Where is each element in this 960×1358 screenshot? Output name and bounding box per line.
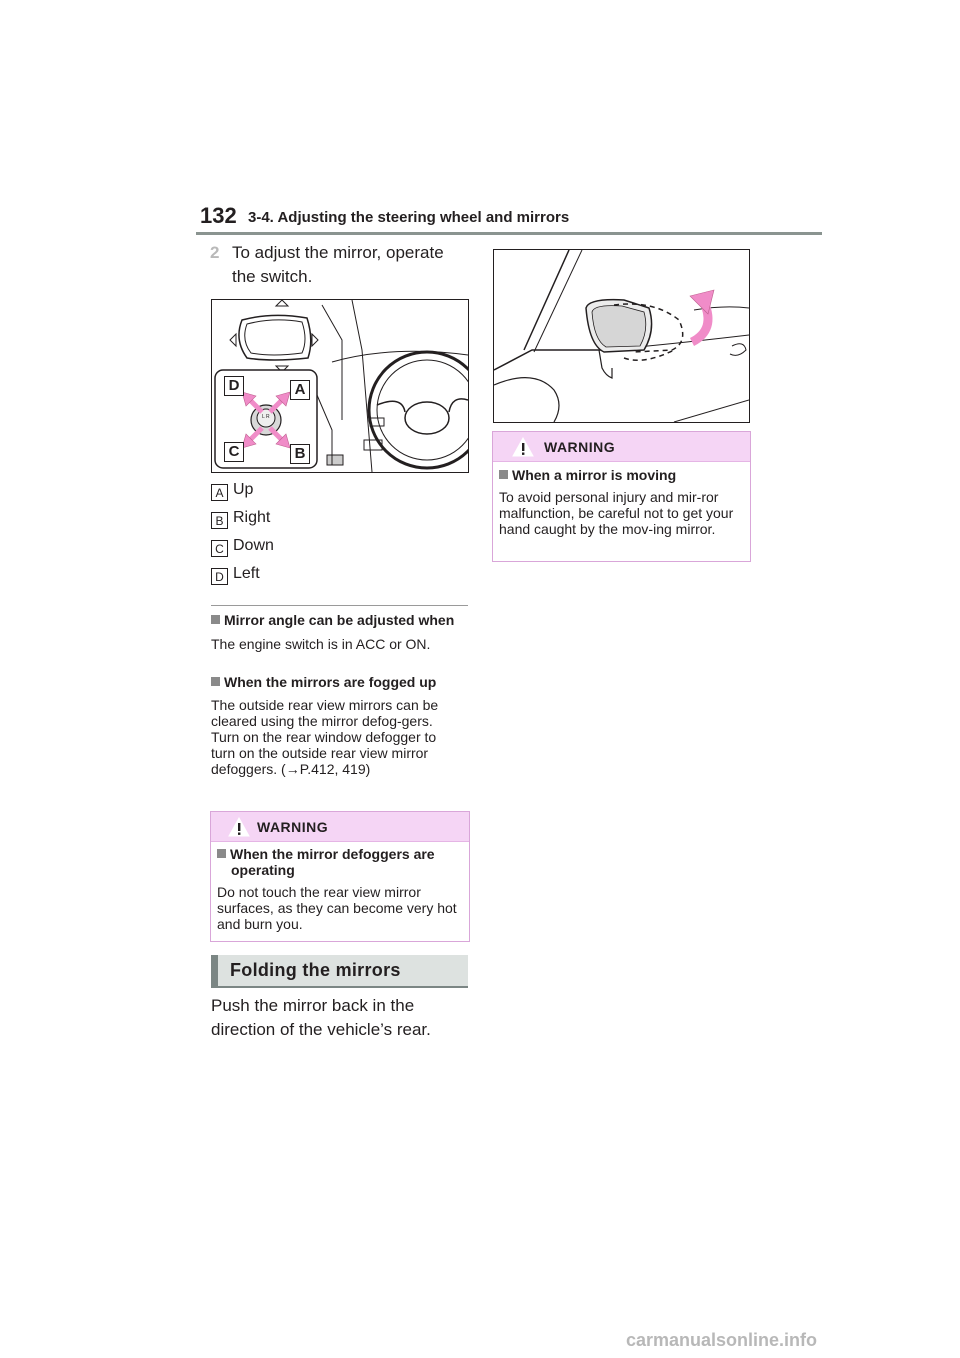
warning-header [493,432,750,462]
legend-key: D [211,568,228,585]
note-heading: When the mirrors are fogged up [211,674,468,690]
warning-triangle-icon [228,817,250,837]
bullet-square-icon [499,470,508,479]
bullet-square-icon [217,849,226,858]
section-heading-text: Folding the mirrors [230,960,401,980]
note-body: The engine switch is in ACC or ON. [211,636,431,652]
section-title: 3-4. Adjusting the steering wheel and mirrors [248,209,570,226]
legend-text: Up [233,481,254,498]
warning-title: WARNING [544,439,616,455]
legend-key: C [211,540,228,557]
bullet-square-icon [211,615,220,624]
svg-text:L R: L R [262,414,270,420]
bullet-square-icon [211,677,220,686]
callout-label-b: B [290,444,310,464]
note-mirrors-fogged [211,674,468,777]
folding-section-heading [211,955,468,988]
legend-key: B [211,512,228,529]
note-mirror-angle [211,612,468,652]
folding-mirror-figure [493,249,750,423]
legend-text: Down [233,537,274,554]
watermark: carmanualsonline.info [626,1330,818,1350]
warning-header [211,812,469,842]
step-number: 2 [210,243,220,262]
warning-body: To avoid personal injury and mir-ror malfunction, be careful not to get your hand caught by the mov-ing mirror. [499,489,734,537]
note-body: The outside rear view mirrors can be cleared using the mirror defog-gers. Turn on the rear window defogger to turn on the outside rear view mirror defoggers. (→P.412, 419) [211,697,439,777]
warning-heading: When a mirror is moving [499,467,744,483]
folding-mirror-illustration [494,250,749,422]
warning-box-moving-mirror [492,431,751,562]
mirror-switch-illustration [212,300,468,472]
warning-box-defoggers [210,811,470,942]
warning-triangle-icon [512,437,534,457]
warning-heading: When the mirror defoggers are operating [217,846,471,878]
note-heading: Mirror angle can be adjusted when [211,612,468,628]
legend-text: Right [233,509,271,526]
callout-label-c: C [224,442,244,462]
callout-label-a: A [290,380,310,400]
warning-body: Do not touch the rear view mirror surfaces, as they can become very hot and burn you. [217,884,457,932]
folding-instruction-text: Push the mirror back in the direction of the vehicle’s rear. [211,996,431,1039]
page-number: 132 [200,203,237,228]
warning-title: WARNING [257,819,329,835]
mirror-switch-figure [211,299,469,473]
legend-key: A [211,484,228,501]
note-divider [211,605,468,606]
legend-text: Left [233,565,260,582]
step-text: To adjust the mirror, operate the switch. [232,243,444,286]
header-rule [196,232,822,235]
callout-label-d: D [224,376,244,396]
